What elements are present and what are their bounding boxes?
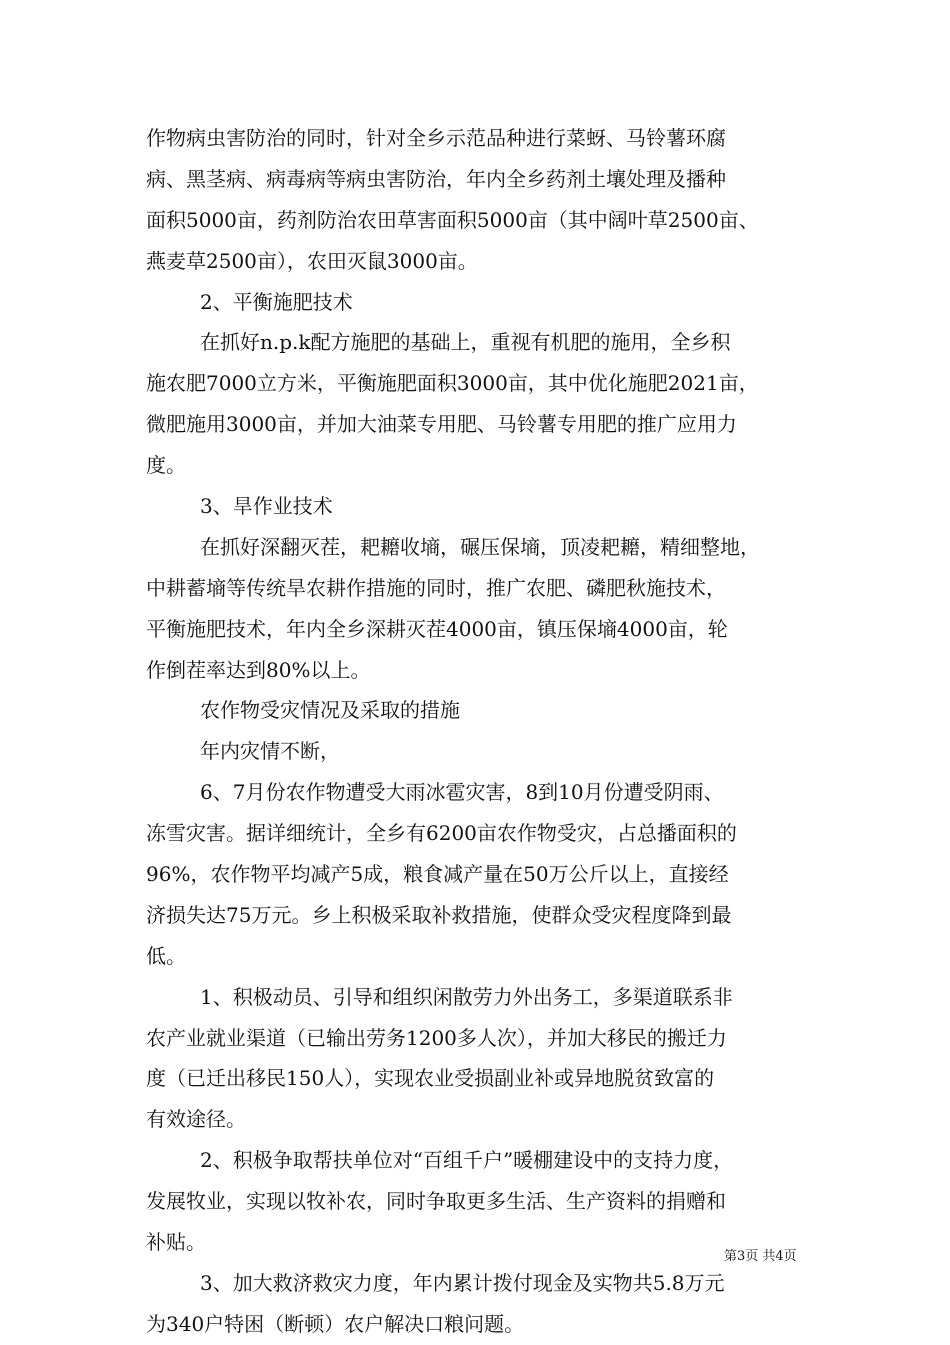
text-line: 度（已迁出移民150人），实现农业受损副业补或异地脱贫致富的 [146, 1066, 715, 1091]
page-number: 第3页 共4页 [724, 1249, 797, 1264]
text-line: 补贴。 [146, 1230, 206, 1255]
text-line: 施农肥7000立方米，平衡施肥面积3000亩，其中优化施肥2021亩， [146, 371, 759, 396]
text-line: 冻雪灾害。据详细统计，全乡有6200亩农作物受灾，占总播面积的 [146, 821, 737, 846]
text-line: 年内灾情不断， [200, 739, 340, 764]
text-line: 作倒茬率达到80%以上。 [146, 657, 371, 682]
text-line: 发展牧业，实现以牧补农，同时争取更多生活、生产资料的捐赠和 [146, 1189, 726, 1214]
text-line: 农产业就业渠道（已输出劳务1200多人次），并加大移民的搬迁力 [146, 1025, 727, 1050]
text-line: 96%，农作物平均减产5成，粮食减产量在50万公斤以上，直接经 [146, 862, 729, 887]
text-line: 6、7月份农作物遭受大雨冰雹灾害，8到10月份遭受阴雨、 [200, 780, 724, 805]
text-line: 平衡施肥技术，年内全乡深耕灭茬4000亩，镇压保墒4000亩，轮 [146, 616, 728, 641]
document-body [146, 118, 816, 1345]
text-line: 病、黑茎病、病毒病等病虫害防治，年内全乡药剂土壤处理及播种 [146, 166, 726, 191]
text-line: 微肥施用3000亩，并加大油菜专用肥、马铃薯专用肥的推广应用力 [146, 412, 737, 437]
text-line: 作物病虫害防治的同时，针对全乡示范品种进行菜蚜、马铃薯环腐 [146, 126, 726, 150]
text-line: 在抓好深翻灭茬，耙耱收墒，碾压保墒，顶凌耙耱，精细整地， [200, 534, 760, 559]
text-line: 2、平衡施肥技术 [200, 289, 353, 314]
text-line: 在抓好n.p.k配方施肥的基础上，重视有机肥的施用，全乡积 [200, 330, 731, 355]
text-line: 济损失达75万元。乡上积极采取补救措施，使群众受灾程度降到最 [146, 902, 732, 927]
text-line: 1、积极动员、引导和组织闲散劳力外出务工，多渠道联系非 [200, 984, 733, 1009]
text-line: 为340户特困（断顿）农户解决口粮问题。 [146, 1311, 525, 1336]
text-line: 中耕蓄墒等传统旱农耕作措施的同时，推广农肥、磷肥秋施技术， [146, 575, 726, 600]
text-line: 燕麦草2500亩），农田灭鼠3000亩。 [146, 248, 478, 273]
text-line: 度。 [146, 453, 186, 478]
text-line: 农作物受灾情况及采取的措施 [200, 698, 460, 723]
text-line: 3、加大救济救灾力度，年内累计拨付现金及实物共5.8万元 [200, 1270, 725, 1295]
text-line: 有效途径。 [146, 1107, 246, 1132]
text-line: 低。 [146, 943, 186, 968]
text-line: 2、积极争取帮扶单位对“百组千户”暖棚建设中的支持力度， [200, 1148, 734, 1173]
text-line: 面积5000亩，药剂防治农田草害面积5000亩（其中阔叶草2500亩、 [146, 207, 759, 232]
text-line: 3、旱作业技术 [200, 494, 333, 519]
